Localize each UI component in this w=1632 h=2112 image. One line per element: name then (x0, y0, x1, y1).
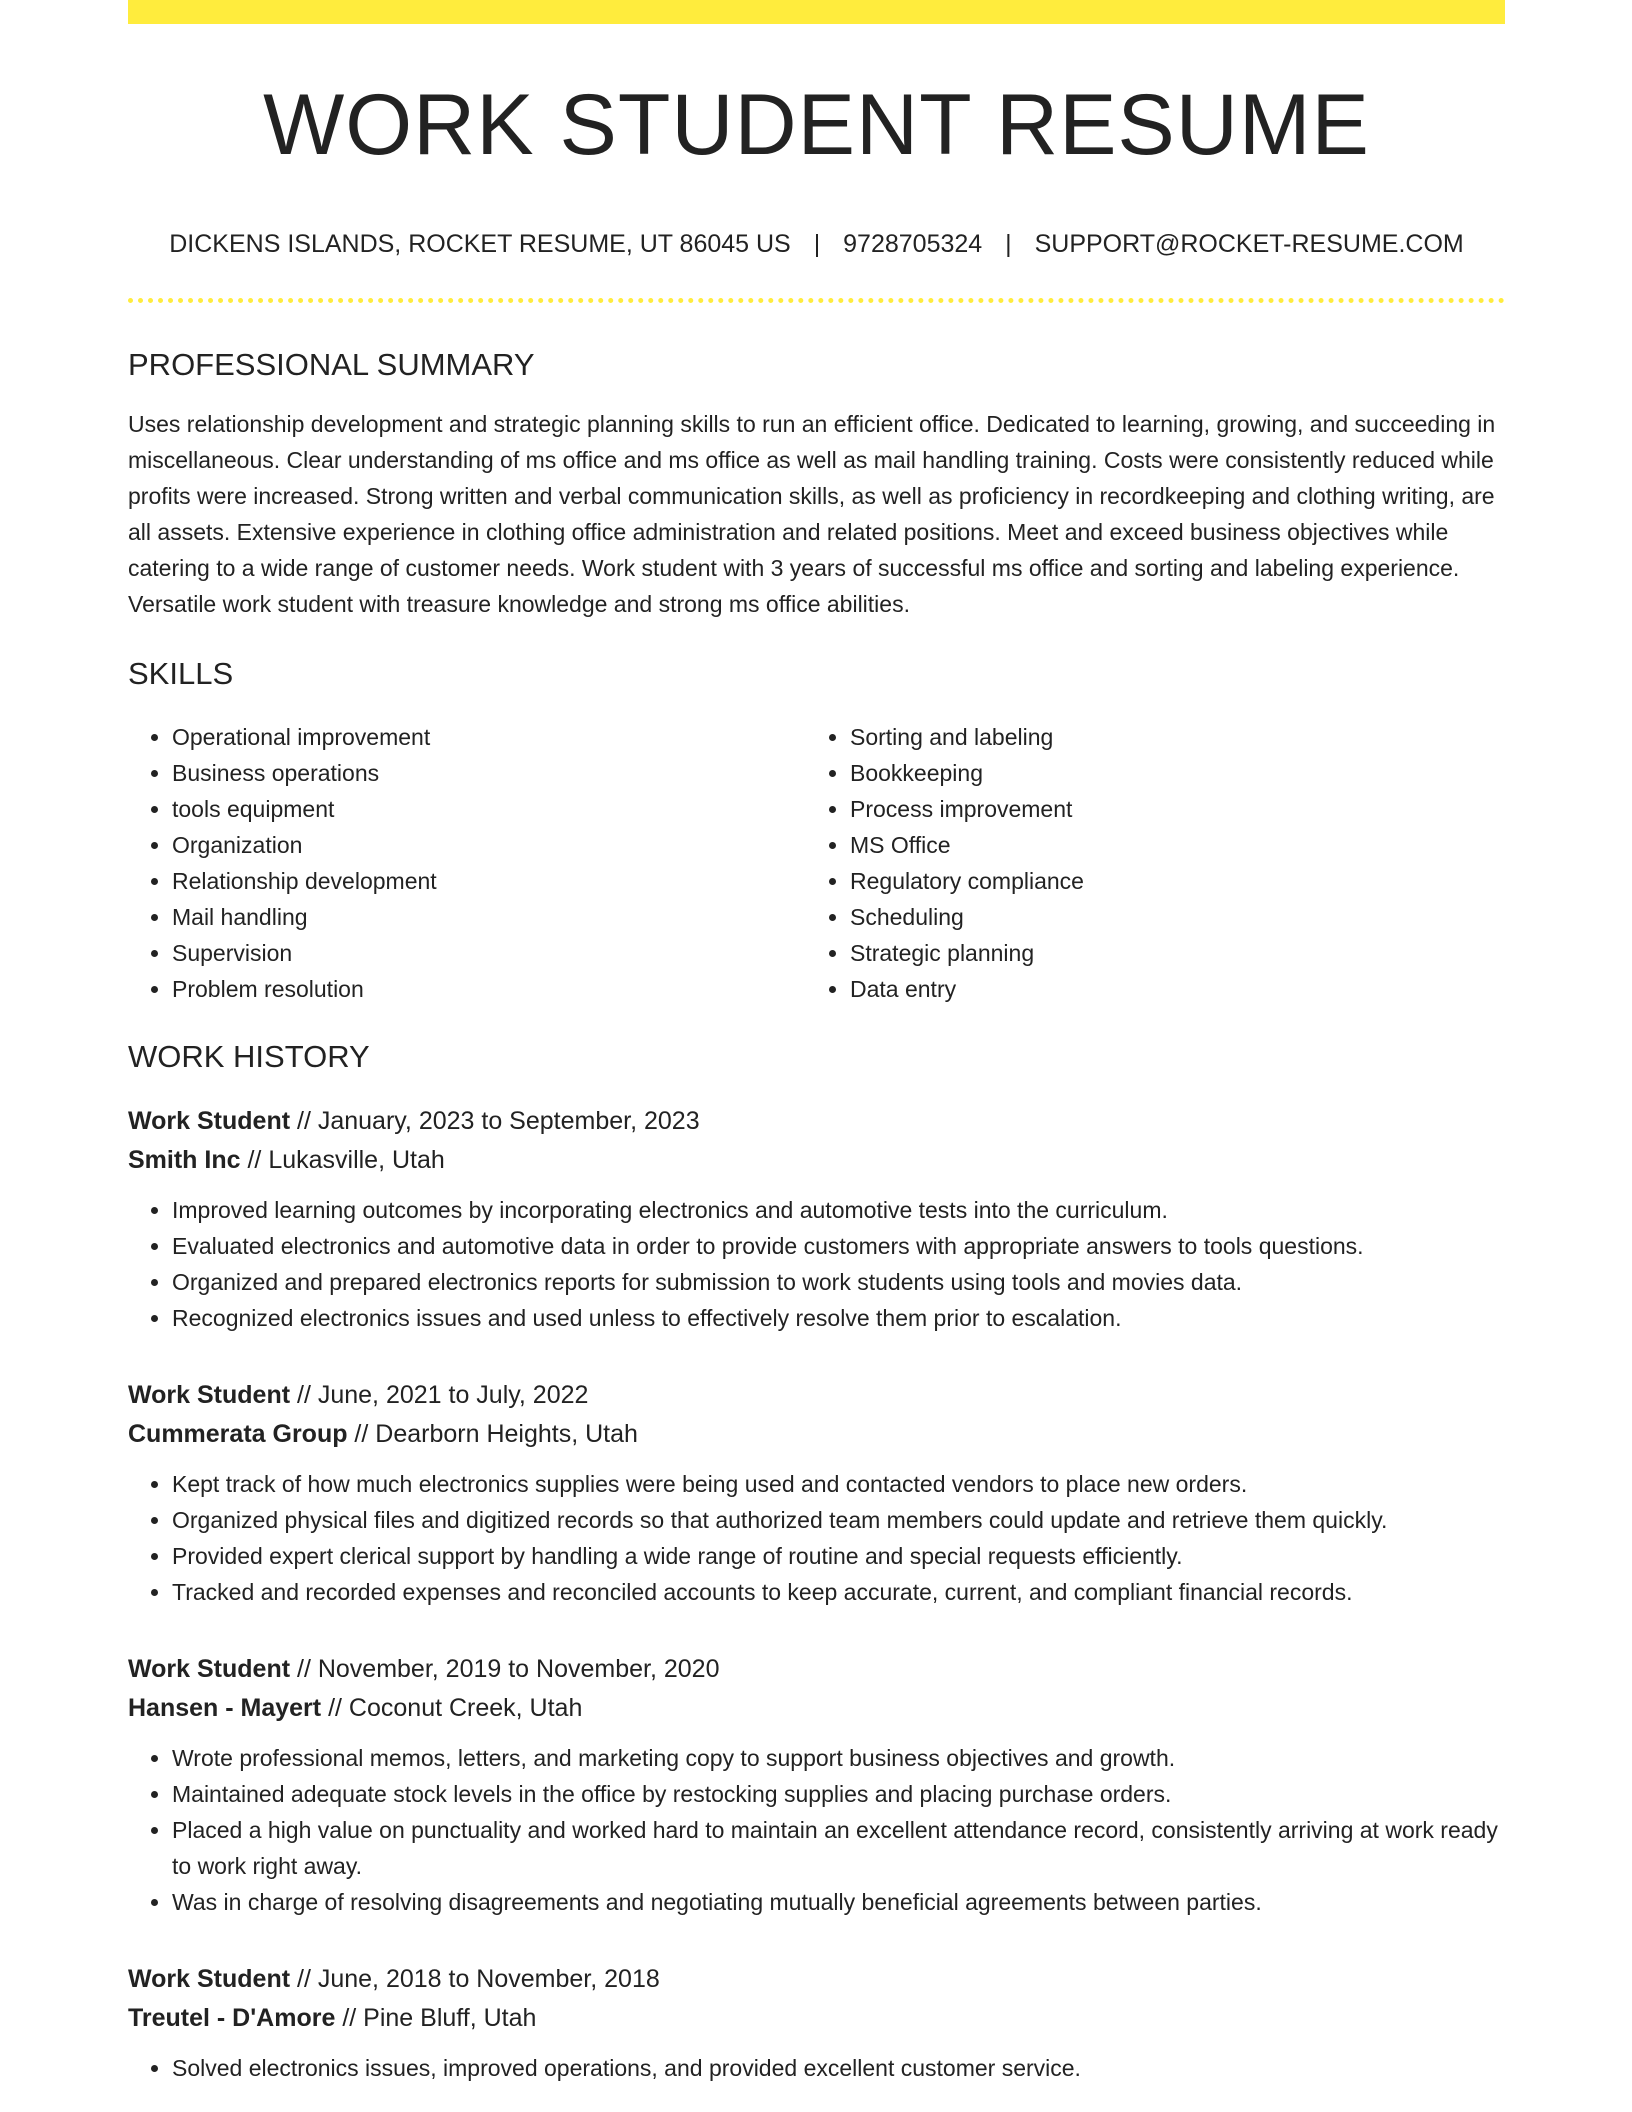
skills-heading: SKILLS (128, 656, 234, 691)
skills-grid (128, 719, 1505, 1007)
resume-title: WORK STUDENT RESUME (263, 77, 1370, 173)
job-separator: // (290, 1381, 318, 1409)
job-company: Treutel - D'Amore (128, 2004, 336, 2032)
job-bullet: • Solved electronics issues, improved operations, and provided excellent customer service. (172, 2050, 1505, 2086)
job-bullet: • Provided expert clerical support by handling a wide range of routine and special requests efficiently. (172, 1538, 1505, 1574)
job-bullet-list (128, 1192, 1505, 1336)
job-separator: // (347, 1420, 376, 1448)
skill-item: • Sorting and labeling (850, 719, 1484, 755)
job-location: Lukasville, Utah (268, 1146, 445, 1174)
job-title-line (128, 1102, 1505, 1141)
job-separator: // (240, 1146, 269, 1174)
job-bullet: • Placed a high value on punctuality and worked hard to maintain an excellent attendance record, consistently arriving at work ready to work right away. (172, 1812, 1505, 1884)
top-accent-bar (128, 0, 1505, 24)
job-bullet-list (128, 2050, 1505, 2086)
job-bullet: • Recognized electronics issues and used unless to effectively resolve them prior to escalation. (172, 1300, 1505, 1336)
job-entry (128, 1650, 1505, 1920)
job-dates: January, 2023 to September, 2023 (317, 1107, 700, 1135)
job-dates: November, 2019 to November, 2020 (317, 1655, 720, 1683)
job-company-line (128, 1141, 1505, 1180)
skill-item: • Data entry (850, 971, 1484, 1007)
job-company: Hansen - Mayert (128, 1694, 322, 1722)
job-title-line (128, 1960, 1505, 1999)
job-location: Pine Bluff, Utah (363, 2004, 537, 2032)
job-separator: // (290, 1107, 318, 1135)
summary-text: Uses relationship development and strategic planning skills to run an efficient office. Dedicated to learning, growing, and succeeding in miscellaneous. Clear understanding of ms office and ms office as well as mail handling training. Costs were consistently reduced while profits were increased. Strong written and verbal communication skills, as well as proficiency in recordkeeping and clothing writing, are all assets. Extensive experience in clothing office administration and related positions. Meet and exceed business objectives while catering to a wide range of customer needs. Work student with 3 years of successful ms office and sorting and labeling experience. Versatile work student with treasure knowledge and strong ms office abilities. (128, 411, 1496, 617)
resume-page (128, 0, 1505, 2086)
job-company-line (128, 1689, 1505, 1728)
skill-item: • Scheduling (850, 899, 1484, 935)
job-separator: // (321, 1694, 349, 1722)
job-bullet: • Evaluated electronics and automotive data in order to provide customers with appropriate answers to tools questions. (172, 1228, 1505, 1264)
skills-list-right (806, 719, 1484, 1007)
contact-address: DICKENS ISLANDS, ROCKET RESUME, UT 86045 US (169, 230, 791, 258)
skill-item: • Bookkeeping (850, 755, 1484, 791)
job-title: Work Student (128, 1965, 291, 1993)
contact-line (128, 232, 1505, 257)
job-bullet: • Organized physical files and digitized records so that authorized team members could update and retrieve them quickly. (172, 1502, 1505, 1538)
job-dates: June, 2021 to July, 2022 (317, 1381, 589, 1409)
job-bullet: • Improved learning outcomes by incorporating electronics and automotive tests into the curriculum. (172, 1192, 1505, 1228)
skill-item: • Strategic planning (850, 935, 1484, 971)
job-bullet: • Was in charge of resolving disagreements and negotiating mutually beneficial agreements between parties. (172, 1884, 1505, 1920)
job-title: Work Student (128, 1655, 291, 1683)
job-bullet-list (128, 1740, 1505, 1920)
skill-item: • Process improvement (850, 791, 1484, 827)
skill-item: • Mail handling (172, 899, 806, 935)
job-entry (128, 1376, 1505, 1610)
job-bullet: • Tracked and recorded expenses and reconciled accounts to keep accurate, current, and compliant financial records. (172, 1574, 1505, 1610)
contact-separator: | (813, 230, 821, 258)
job-company-line (128, 1999, 1505, 2038)
skills-list-left (128, 719, 806, 1007)
job-title: Work Student (128, 1107, 291, 1135)
job-bullet: • Maintained adequate stock levels in the office by restocking supplies and placing purchase orders. (172, 1776, 1505, 1812)
job-entry (128, 1102, 1505, 1336)
job-location: Coconut Creek, Utah (348, 1694, 583, 1722)
skill-item: • Relationship development (172, 863, 806, 899)
skill-item: • Problem resolution (172, 971, 806, 1007)
job-entry (128, 1960, 1505, 2086)
job-separator: // (290, 1965, 318, 1993)
work-history-heading: WORK HISTORY (128, 1039, 370, 1074)
contact-separator: | (1005, 230, 1012, 258)
job-bullet: • Kept track of how much electronics supplies were being used and contacted vendors to place new orders. (172, 1466, 1505, 1502)
skill-item: • Operational improvement (172, 719, 806, 755)
job-company-line (128, 1415, 1505, 1454)
job-company: Smith Inc (128, 1146, 241, 1174)
skill-item: • Organization (172, 827, 806, 863)
summary-heading: PROFESSIONAL SUMMARY (128, 347, 535, 382)
job-bullet: • Wrote professional memos, letters, and marketing copy to support business objectives and growth. (172, 1740, 1505, 1776)
skill-item: • Regulatory compliance (850, 863, 1484, 899)
skill-item: • Business operations (172, 755, 806, 791)
job-title-line (128, 1376, 1505, 1415)
job-bullet-list (128, 1466, 1505, 1610)
job-title-line (128, 1650, 1505, 1689)
job-company: Cummerata Group (128, 1420, 348, 1448)
work-history-list (128, 1102, 1505, 2086)
skill-item: • MS Office (850, 827, 1484, 863)
job-dates: June, 2018 to November, 2018 (317, 1965, 660, 1993)
job-title: Work Student (128, 1381, 291, 1409)
job-bullet: • Organized and prepared electronics reports for submission to work students using tools and movies data. (172, 1264, 1505, 1300)
job-location: Dearborn Heights, Utah (375, 1420, 638, 1448)
skill-item: • Supervision (172, 935, 806, 971)
skill-item: • tools equipment (172, 791, 806, 827)
job-separator: // (290, 1655, 318, 1683)
contact-email: SUPPORT@ROCKET-RESUME.COM (1034, 230, 1464, 258)
job-separator: // (335, 2004, 364, 2032)
contact-phone: 9728705324 (843, 230, 983, 258)
header-divider (128, 298, 1505, 303)
